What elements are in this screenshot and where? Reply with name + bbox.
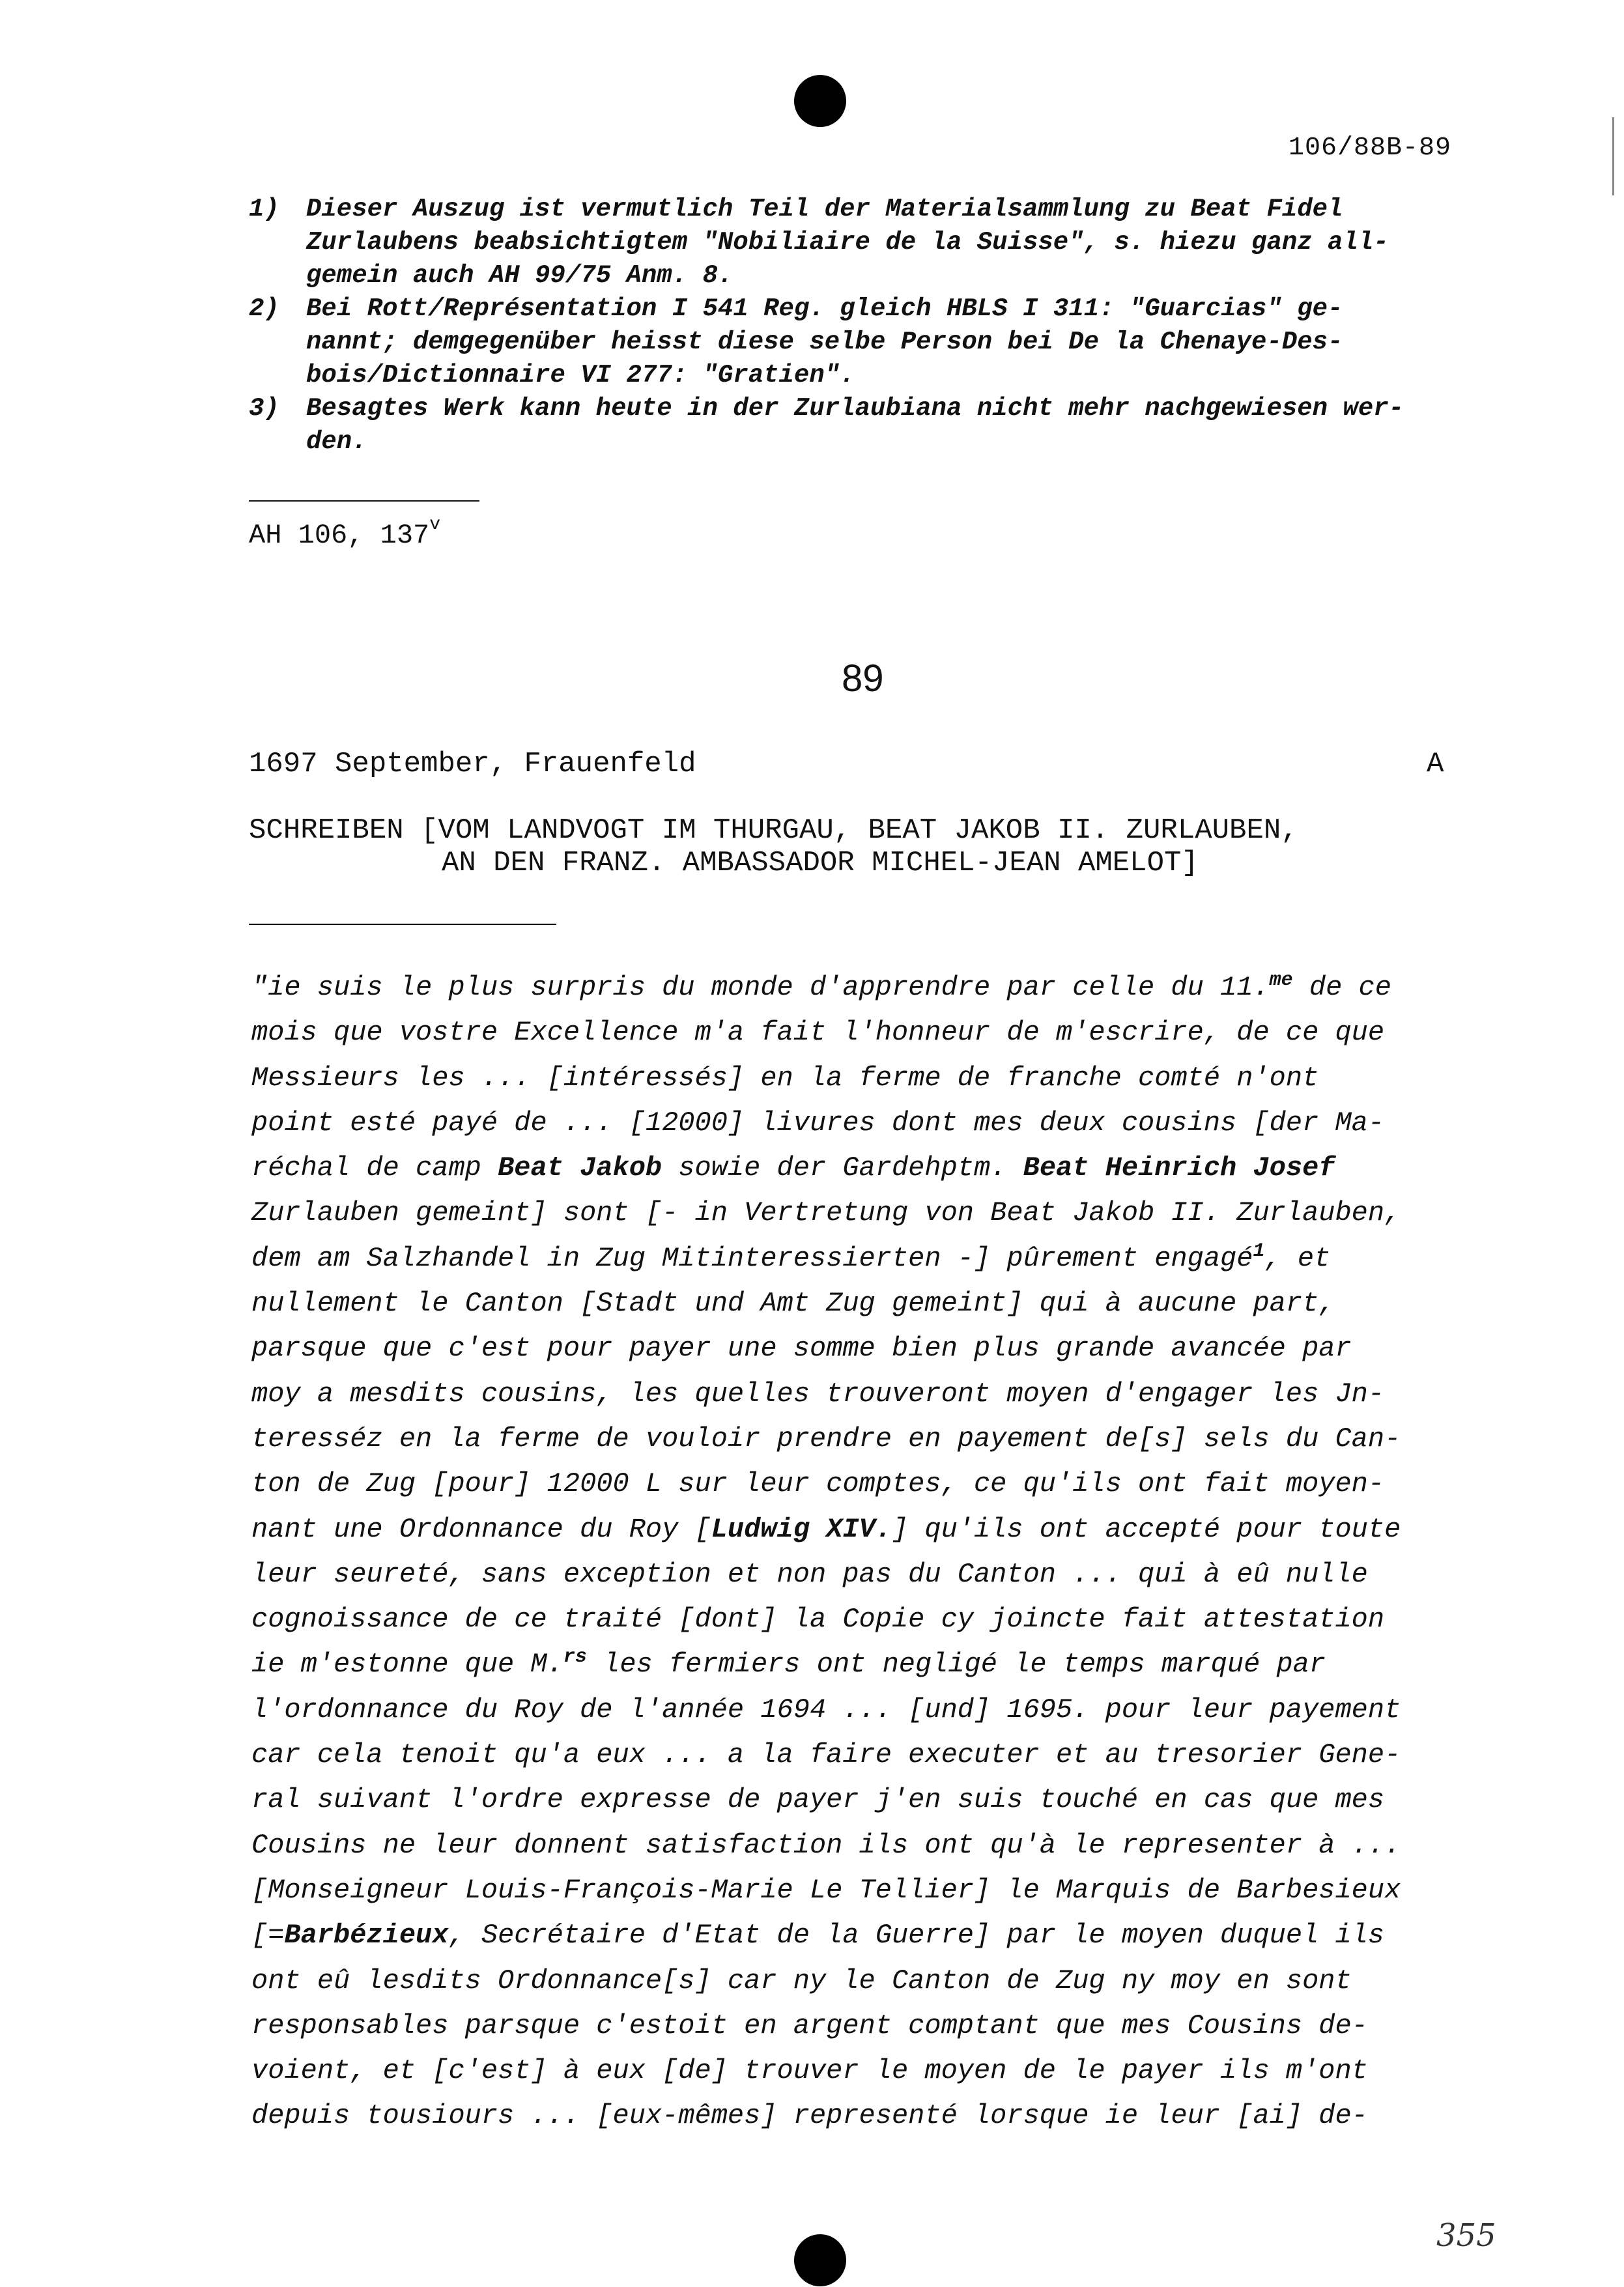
text-run: "ie suis le plus surpris du monde d'apprendre par celle du 11. — [251, 972, 1270, 1003]
body-line: teresséz en la ferme de vouloir prendre en payement de[s] sels du Can- — [251, 1423, 1401, 1455]
superscript: rs — [563, 1646, 587, 1669]
body-line: ral suivant l'ordre expresse de payer j'en suis touché en cas que mes — [251, 1784, 1385, 1816]
footnote-line: Zurlaubens beabsichtigtem "Nobiliaire de la Suisse", s. hiezu ganz all- — [306, 228, 1389, 257]
footnote-line: Dieser Auszug ist vermutlich Teil der Materialsammlung zu Beat Fidel — [306, 195, 1343, 223]
footnote-line: gemein auch AH 99/75 Anm. 8. — [306, 261, 734, 290]
body-line: Messieurs les ... [intéressés] en la ferme de franche comté n'ont — [251, 1062, 1319, 1094]
divider — [249, 500, 479, 502]
body-line: car cela tenoit qu'a eux ... a la faire executer et au tresorier Gene- — [251, 1739, 1401, 1771]
footnote-line: bois/Dictionnaire VI 277: "Gratien". — [306, 361, 855, 390]
body-line: nullement le Canton [Stadt und Amt Zug gemeint] qui à aucune part, — [251, 1288, 1335, 1320]
edge-mark — [1612, 117, 1614, 195]
text-run: ] qu'ils ont accepté pour toute — [891, 1513, 1401, 1545]
person-name: Beat Heinrich Josef — [1023, 1152, 1335, 1184]
body-line — [251, 1507, 1489, 1552]
source-reference — [249, 515, 441, 551]
letter-body — [251, 965, 1489, 2139]
body-line: point esté payé de ... [12000] livures dont mes deux cousins [der Ma- — [251, 1107, 1385, 1139]
document-number: 89 — [842, 657, 884, 700]
text-run: , et — [1264, 1242, 1331, 1274]
body-line: mois que vostre Excellence m'a fait l'honneur de m'escrire, de ce que — [251, 1017, 1385, 1049]
footnote-number: 2) — [249, 294, 279, 323]
archive-reference: 106/88B-89 — [1289, 134, 1452, 163]
date-place: 1697 September, Frauenfeld — [249, 748, 696, 780]
footnote-line: den. — [306, 427, 367, 456]
body-line: ton de Zug [pour] 12000 L sur leur comptes, ce qu'ils ont fait moyen- — [251, 1468, 1385, 1500]
text-run: de ce — [1292, 972, 1391, 1003]
footnote-line: Bei Rott/Représentation I 541 Reg. gleich HBLS I 311: "Guarcias" ge- — [306, 294, 1343, 323]
body-line — [251, 1236, 1489, 1281]
footnote-number: 1) — [249, 195, 279, 223]
text-run: , Secrétaire d'Etat de la Guerre] par le moyen duquel ils — [448, 1920, 1385, 1952]
footnote-1 — [249, 193, 1493, 292]
text-run: réchal de camp — [251, 1152, 498, 1184]
body-line — [251, 1146, 1489, 1191]
heading-line: AN DEN FRANZ. AMBASSADOR MICHEL-JEAN AMELOT] — [442, 847, 1199, 879]
text-run: les fermiers ont negligé le temps marqué par — [586, 1649, 1326, 1681]
footnote-number: 3) — [249, 394, 279, 423]
footnote-2 — [249, 292, 1493, 392]
body-line — [251, 965, 1489, 1010]
body-line: Cousins ne leur donnent satisfaction ils ont qu'à le representer à ... — [251, 1829, 1401, 1861]
person-name: Ludwig XIV. — [711, 1513, 892, 1545]
punch-hole-top — [794, 75, 846, 127]
heading-line: SCHREIBEN [VOM LANDVOGT IM THURGAU, BEAT JAKOB II. ZURLAUBEN, — [249, 814, 1298, 847]
body-line: responsables parsque c'estoit en argent comptant que mes Cousins de- — [251, 2010, 1368, 2041]
document-category: A — [1427, 748, 1444, 780]
person-name: Barbézieux — [284, 1920, 449, 1952]
superscript: me — [1269, 969, 1293, 991]
source-superscript: v — [429, 515, 441, 535]
body-line: [Monseigneur Louis-François-Marie Le Tellier] le Marquis de Barbesieux — [251, 1874, 1401, 1906]
body-line: depuis tousiours ... [eux-mêmes] representé lorsque ie leur [ai] de- — [251, 2100, 1368, 2132]
body-line: voient, et [c'est] à eux [de] trouver le moyen de le payer ils m'ont — [251, 2055, 1368, 2087]
body-line — [251, 1913, 1489, 1958]
body-line: cognoissance de ce traité [dont] la Copie cy joincte fait attestation — [251, 1604, 1385, 1636]
footnote-3 — [249, 392, 1493, 459]
body-line: Zurlauben gemeint] sont [- in Vertretung von Beat Jakob II. Zurlauben, — [251, 1197, 1401, 1229]
punch-hole-bottom — [794, 2234, 846, 2286]
document-heading — [249, 814, 1298, 879]
footnote-line: nannt; demgegenüber heisst diese selbe Person bei De la Chenaye-Des- — [306, 328, 1343, 356]
body-line: moy a mesdits cousins, les quelles trouveront moyen d'engager les Jn- — [251, 1378, 1385, 1410]
text-run: dem am Salzhandel in Zug Mitinteressierten -] pûrement engagé — [251, 1242, 1253, 1274]
body-line: parsque que c'est pour payer une somme bien plus grande avancée par — [251, 1333, 1352, 1365]
text-run: ie m'estonne que M. — [251, 1649, 563, 1681]
text-run: sowie der Gardehptm. — [662, 1152, 1023, 1184]
footnotes — [249, 193, 1493, 459]
footnote-line: Besagtes Werk kann heute in der Zurlaubiana nicht mehr nachgewiesen wer- — [306, 394, 1404, 423]
body-line: ont eû lesdits Ordonnance[s] car ny le Canton de Zug ny moy en sont — [251, 1965, 1352, 1996]
body-line — [251, 1642, 1489, 1687]
page-number: 355 — [1436, 2217, 1496, 2254]
person-name: Beat Jakob — [498, 1152, 662, 1184]
source-text: AH 106, 137 — [249, 520, 430, 551]
body-line: leur seureté, sans exception et non pas du Canton ... qui à eû nulle — [251, 1558, 1368, 1590]
text-run: nant une Ordonnance du Roy [ — [251, 1513, 711, 1545]
text-run: [= — [251, 1920, 285, 1952]
divider — [249, 924, 556, 925]
footnote-marker: 1 — [1253, 1240, 1265, 1262]
body-line: l'ordonnance du Roy de l'année 1694 ... [und] 1695. pour leur payement — [251, 1694, 1401, 1726]
